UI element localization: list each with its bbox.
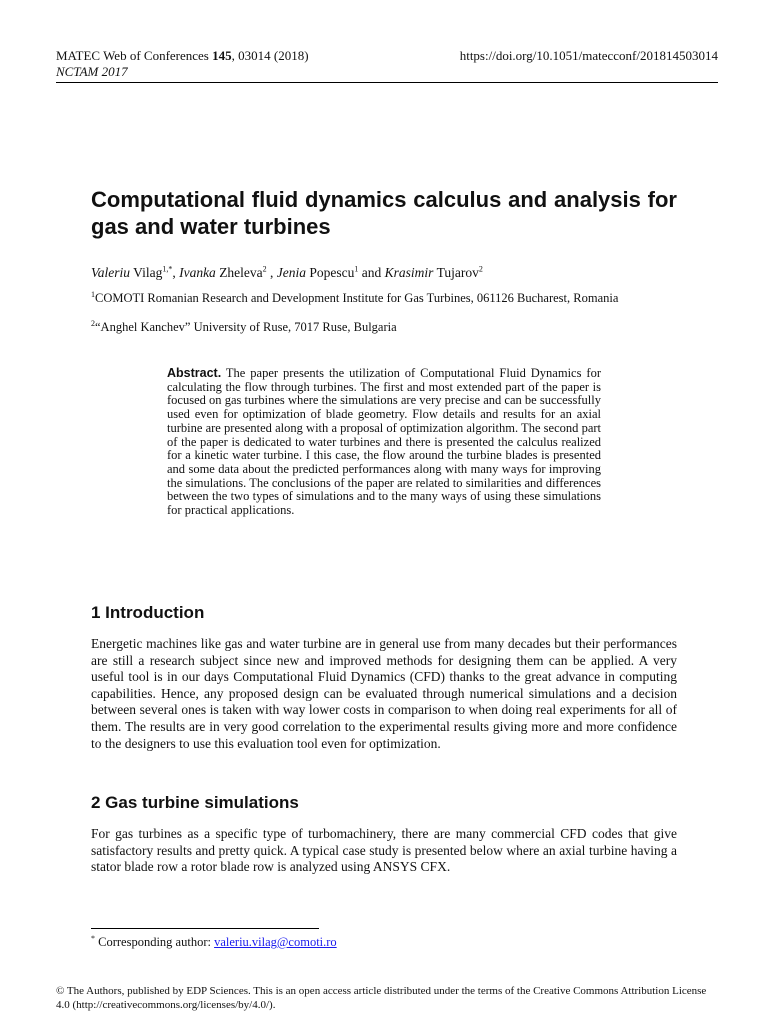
doi-link[interactable]: https://doi.org/10.1051/matecconf/201814503014 xyxy=(459,48,718,63)
footnote-mark: * xyxy=(91,933,95,943)
author-affiliation-mark: 2 xyxy=(262,264,267,274)
affiliation-2: $^2$“Anghel Kanchev” University of Ruse, 7017 Ruse, Bulgaria xyxy=(91,318,397,334)
journal-citation xyxy=(56,48,309,63)
footnote: * Corresponding author: valeriu.vilag@comoti.ro xyxy=(91,933,337,949)
corresponding-email-link[interactable]: valeriu.vilag@comoti.ro xyxy=(214,935,337,949)
author-family-name: Vilag xyxy=(130,265,163,280)
article-number: , 03014 (2018) xyxy=(231,48,309,63)
author-family-name: Zheleva xyxy=(215,265,263,280)
author-given-name: Ivanka xyxy=(179,265,216,280)
paper-title: Computational fluid dynamics calculus and analysis for gas and water turbines xyxy=(91,187,677,239)
section-body-gas-turbine: For gas turbines as a specific type of turbomachinery, there are many commercial CFD codes that give satisfactory results and pretty quick. A typical case study is presented below where an axial turbine having a stator blade row a rotor blade row is analyzed using ANSYS CFX. xyxy=(91,826,677,875)
copyright-notice: © The Authors, published by EDP Sciences. This is an open access article distributed under the terms of the Creative Commons Attribution License 4.0 (http://creativecommons.org/licenses/by/4.0/). xyxy=(56,985,707,1011)
section-heading-introduction: 1 Introduction xyxy=(91,603,205,622)
header-divider xyxy=(56,82,718,83)
author-given-name: Krasimir xyxy=(384,265,434,280)
affiliation-1: $^1$COMOTI Romanian Research and Development Institute for Gas Turbines, 061126 Bucharest, Romania xyxy=(91,289,619,305)
author-family-name: Popescu xyxy=(306,265,355,280)
author-given-name: Jenia xyxy=(276,265,307,280)
author-list: Valeriu Vilag$^{1,*}$, Ivanka Zheleva$^2$ , Jenia Popescu$^1$ and Krasimir Tujarov$^2$ xyxy=(91,264,483,280)
journal-volume: 145 xyxy=(212,48,232,63)
conference-name: NCTAM 2017 xyxy=(56,64,128,79)
abstract xyxy=(167,367,601,518)
section-heading-gas-turbine: 2 Gas turbine simulations xyxy=(91,793,299,812)
footnote-divider xyxy=(91,928,319,929)
section-body-introduction: Energetic machines like gas and water turbine are in general use from many decades but their performances are still a research subject since new and improved methods for designing them can be applied. A very useful tool is in our days Computational Fluid Dynamics (CFD) thanks to the great advance in computing capabilities. Hence, any proposed design can be evaluated through numerical simulations and a decision between several ones is taken with way lower costs in comparison to when doing real experiments for all of them. The results are in very good correlation to the experimental results giving more and more confidence to the designers to use this evaluation tool even for optimization. xyxy=(91,636,677,751)
author-affiliation-mark: 1,* xyxy=(162,264,173,274)
abstract-text: The paper presents the utilization of Computational Fluid Dynamics for calculating the flow through turbines. The first and most extended part of the paper is focused on gas turbines where the simulations are very precise and can be successfully used even for optimization of blade geometry. Flow details and results for an axial turbine are presented along with a proposal of optimization algorithm. The second part of the paper is dedicated to water turbines and there is presented the calculus realized for a kinetic water turbine. I this case, the flow around the turbine blades is presented and some data about the predicted performances along with many ways for improving the simulations. The conclusions of the paper are related to similarities and differences between the two types of simulations and to the many ways of using these simulations for practical applications. xyxy=(167,366,601,518)
author-affiliation-mark: 2 xyxy=(478,264,483,274)
journal-name: MATEC Web of Conferences xyxy=(56,48,213,63)
author-family-name: Tujarov xyxy=(433,265,479,280)
author-given-name: Valeriu xyxy=(91,265,130,280)
abstract-label: Abstract. xyxy=(167,366,222,380)
author-affiliation-mark: 1 xyxy=(354,264,359,274)
